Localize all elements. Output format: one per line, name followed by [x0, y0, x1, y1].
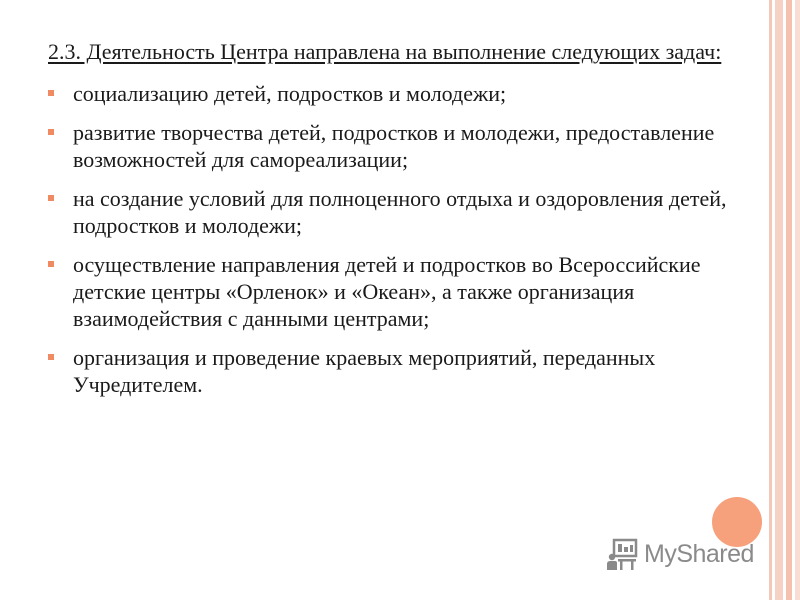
list-item [48, 119, 748, 173]
list-item-text: организация и проведение краевых мероприятий, переданных Учредителем. [73, 345, 656, 397]
myshared-logo [606, 537, 754, 571]
classroom-board-icon [606, 537, 640, 571]
list-item [48, 185, 748, 239]
list-item-text: социализацию детей, подростков и молодежи; [73, 81, 507, 106]
square-bullet-icon [48, 129, 54, 135]
stripe [795, 0, 800, 600]
decorative-stripes [764, 0, 800, 600]
square-bullet-icon [48, 195, 54, 201]
task-list [48, 80, 748, 398]
square-bullet-icon [48, 354, 54, 360]
slide-content [48, 38, 748, 410]
list-item-text: развитие творчества детей, подростков и молодежи, предоставление возможностей для самореализации; [73, 120, 715, 172]
stripe [775, 0, 783, 600]
stripe [769, 0, 772, 600]
list-item-text: на создание условий для полноценного отдыха и оздоровления детей, подростков и молодежи; [73, 186, 727, 238]
square-bullet-icon [48, 261, 54, 267]
list-item [48, 251, 748, 332]
square-bullet-icon [48, 90, 54, 96]
section-heading: 2.3. Деятельность Центра направлена на выполнение следующих задач: [48, 39, 722, 64]
stripe [786, 0, 792, 600]
logo-text: MyShared [644, 539, 754, 568]
list-item-text: осуществление направления детей и подростков во Всероссийские детские центры «Орленок» и «Океан», а также организация взаимодействия с данными центрами; [73, 252, 701, 331]
list-item [48, 80, 748, 107]
list-item [48, 344, 748, 398]
